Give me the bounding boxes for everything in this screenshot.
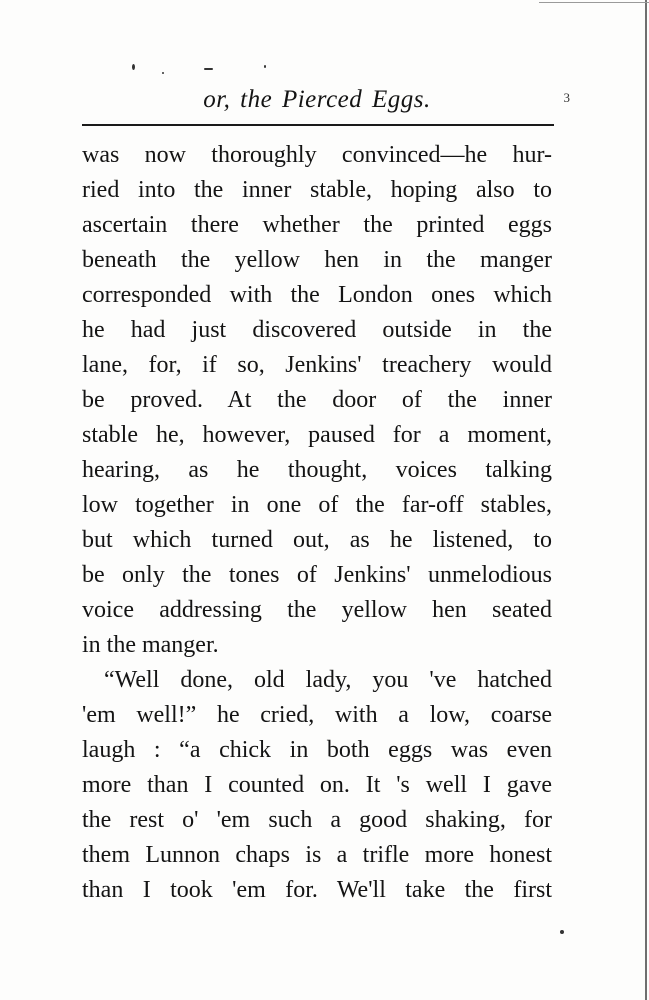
body-text [82, 138, 552, 908]
ink-speck [264, 65, 266, 68]
text-line: the rest o' 'em such a good shaking, for [82, 807, 552, 833]
text-line: be proved. At the door of the inner [82, 387, 552, 413]
page-edge-line [539, 2, 649, 3]
text-line: beneath the yellow hen in the manger [82, 247, 552, 273]
ink-speck [560, 930, 564, 934]
text-line: more than I counted on. It 's well I gave [82, 772, 552, 798]
ink-speck [204, 68, 213, 70]
text-line: in the manger. [82, 632, 219, 658]
ink-speck [132, 64, 135, 70]
text-line: he had just discovered outside in the [82, 317, 552, 343]
running-head-title: or, the Pierced Eggs. [203, 86, 431, 113]
text-line: ried into the inner stable, hoping also to [82, 177, 552, 203]
text-line: laugh : “a chick in both eggs was even [82, 737, 552, 763]
text-line: but which turned out, as he listened, to [82, 527, 552, 553]
text-line: voice addressing the yellow hen seated [82, 597, 552, 623]
text-line: 'em well!” he cried, with a low, coarse [82, 702, 552, 728]
text-line: be only the tones of Jenkins' unmelodious [82, 562, 552, 588]
text-line: them Lunnon chaps is a trifle more honest [82, 842, 552, 868]
text-line: ascertain there whether the printed eggs [82, 212, 552, 238]
text-line: lane, for, if so, Jenkins' treachery would [82, 352, 552, 378]
text-line: “Well done, old lady, you 've hatched [104, 667, 552, 693]
text-line: stable he, however, paused for a moment, [82, 422, 552, 448]
page-edge-shadow [645, 0, 647, 1000]
text-line: than I took 'em for. We'll take the first [82, 877, 552, 903]
text-line: corresponded with the London ones which [82, 282, 552, 308]
text-line: was now thoroughly convinced—he hur- [82, 142, 552, 168]
running-header [82, 82, 570, 122]
header-rule [82, 124, 554, 126]
text-line: hearing, as he thought, voices talking [82, 457, 552, 483]
text-line: low together in one of the far-off stables, [82, 492, 552, 518]
ink-speck [162, 72, 164, 74]
page-number: 3 [563, 90, 570, 105]
